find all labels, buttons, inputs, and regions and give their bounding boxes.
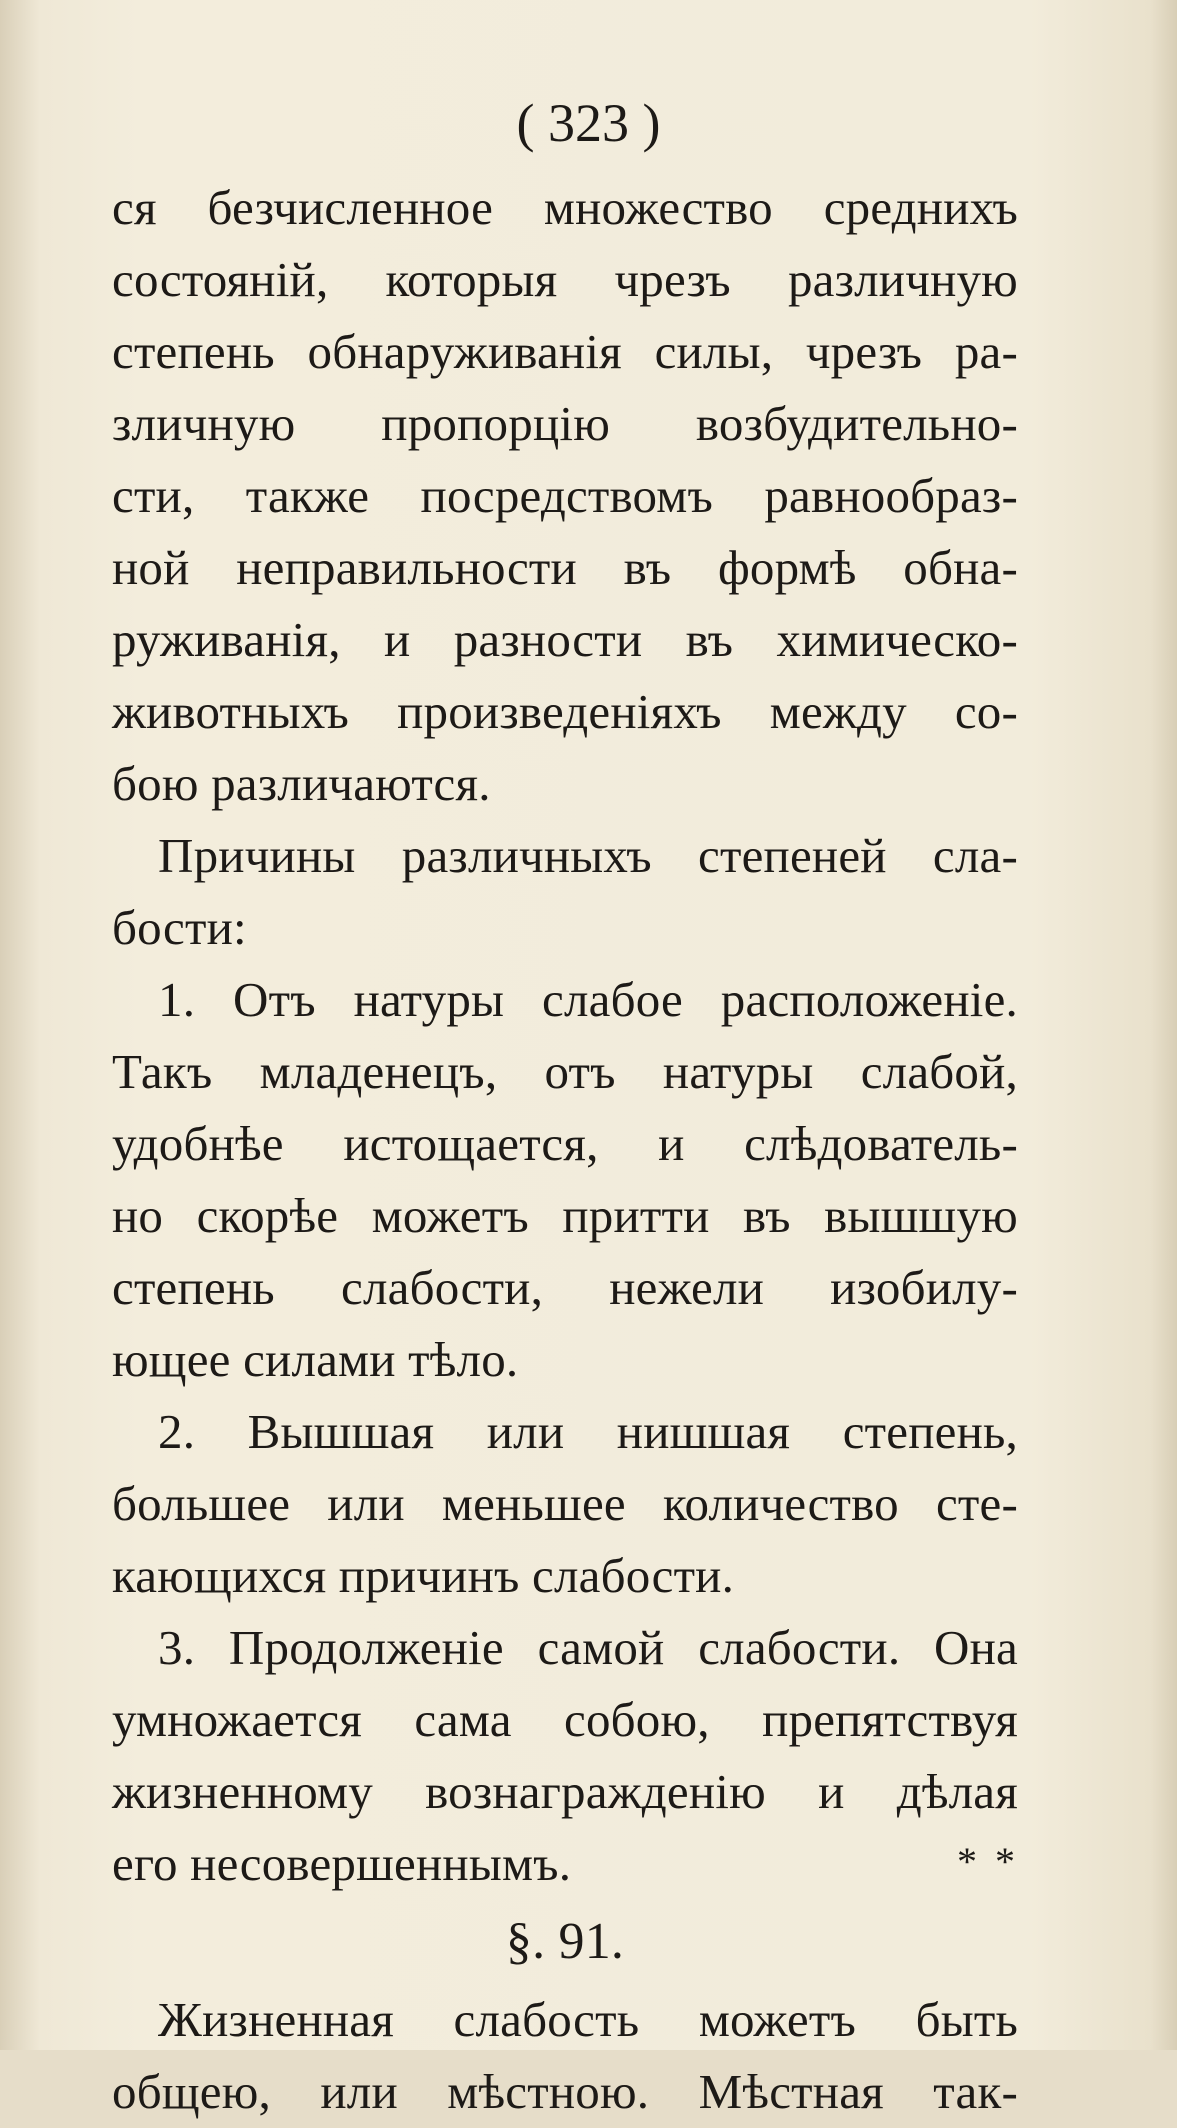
text-line: большее или меньшее количество сте- — [112, 1476, 1018, 1531]
text-line: животныхъ произведеніяхъ между со- — [112, 684, 1018, 739]
text-line: ной неправильности въ формѣ обна- — [112, 540, 1018, 595]
text-line: но скорѣе можетъ притти въ вышшую — [112, 1188, 1018, 1243]
text-line: Причины различныхъ степеней сла- — [158, 828, 1018, 883]
text-line: ющее силами тѣло. — [112, 1332, 519, 1387]
paragraphs-after-section — [112, 1984, 1018, 2128]
body-text — [112, 172, 1018, 2128]
text-line: зличную пропорцію возбудительно- — [112, 396, 1018, 451]
text-line: удобнѣе истощается, и слѣдователь- — [112, 1116, 1018, 1171]
text-line: 1. Отъ натуры слабое расположеніе. — [158, 972, 1018, 1027]
text-line: бости: — [112, 900, 247, 955]
text-line: 3. Продолженіе самой слабости. Она — [158, 1620, 1018, 1675]
page-number: ( 323 ) — [516, 93, 661, 153]
text-line: умножается сама собою, препятствуя — [112, 1692, 1018, 1747]
paragraphs-before-section — [112, 172, 1018, 1900]
text-line: жизненному вознагражденію и дѣлая — [112, 1764, 1018, 1819]
text-line: общею, или мѣстною. Мѣстная так- — [112, 2064, 1018, 2119]
text-line: степень слабости, нежели изобилу- — [112, 1260, 1018, 1315]
text-line: его несовершеннымъ. — [112, 1836, 572, 1891]
text-line: состояній, которыя чрезъ различную — [112, 252, 1018, 307]
text-line: 2. Вышшая или нишшая степень, — [158, 1404, 1018, 1459]
text-line: степень обнаруживанія силы, чрезъ ра- — [112, 324, 1018, 379]
text-line: кающихся причинъ слабости. — [112, 1548, 735, 1603]
text-line: бою различаются. — [112, 756, 491, 811]
text-line: Такъ младенецъ, отъ натуры слабой, — [112, 1044, 1018, 1099]
text-line: Жизненная слабость можетъ быть — [158, 1992, 1018, 2047]
section-heading: §. 91. — [505, 1913, 625, 1970]
printer-signature-mark: * * — [957, 1839, 1019, 1884]
text-line: сти, также посредствомъ равнообраз- — [112, 468, 1018, 523]
text-line: ся безчисленное множество среднихъ — [112, 180, 1018, 235]
text-line: руживанія, и разности въ химическо- — [112, 612, 1018, 667]
